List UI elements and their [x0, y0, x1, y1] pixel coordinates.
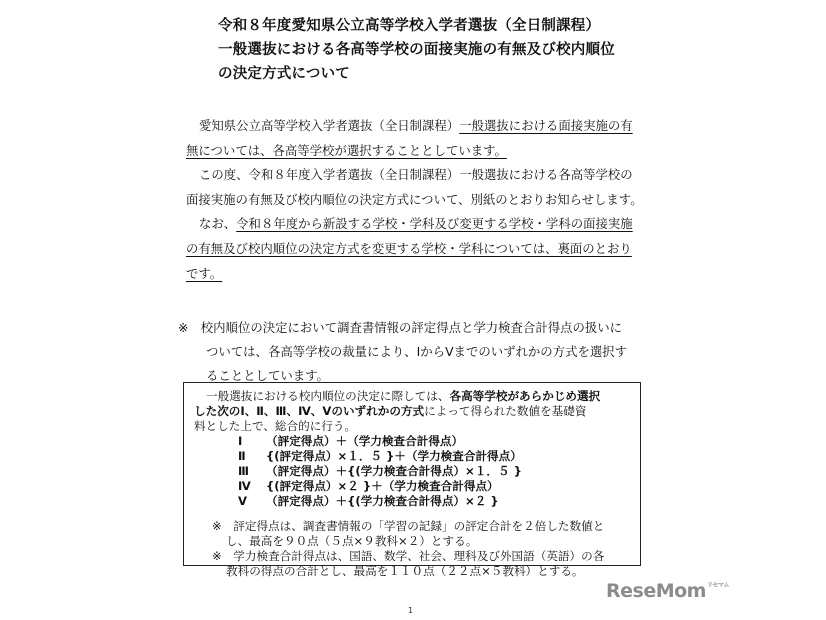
paragraph-3-underlined-cont: の有無及び校内順位の決定方式を変更する学校・学科については、裏面のとおり	[186, 240, 632, 256]
box-lead-line-3: 料とした上で、総合的に行う。	[194, 419, 357, 433]
paragraph-3-line-3	[186, 262, 646, 287]
box-lead-bold-cont: した次のⅠ、Ⅱ、Ⅲ、Ⅳ、Ⅴのいずれかの方式	[194, 404, 425, 418]
box-note-1-line-2: し、最高を９０点（５点×９教科×２）とする。	[226, 534, 478, 548]
logo-text-rese: Rese	[606, 580, 656, 602]
paragraph-1-underlined: 一般選抜における面接実施の有	[459, 118, 633, 133]
resemom-logo	[606, 580, 729, 602]
box-notes	[194, 519, 630, 579]
formula-row	[238, 494, 630, 509]
note-line-1: ※ 校内順位の決定において調査書情報の評定得点と学力検査合計得点の扱いに	[178, 320, 623, 335]
box-lead-line-1	[194, 389, 630, 404]
box-lead-bold: 各高等学校があらかじめ選択	[449, 389, 601, 403]
formula-text: （評定得点）＋{(学力検査合計得点）×１．５ }	[266, 464, 522, 478]
formula-text: {(評定得点）×１．５ }＋（学力検査合計得点）	[266, 449, 522, 463]
logo-text-mom: Mom	[655, 580, 706, 602]
paragraph-3-underlined: 令和８年度から新設する学校・学科及び変更する学校・学科の面接実施	[236, 216, 633, 232]
title-line-3: の決定方式について	[218, 66, 351, 82]
box-lead-line-2	[194, 404, 630, 419]
formula-row	[238, 449, 630, 464]
formula-text: （評定得点）＋（学力検査合計得点）	[266, 434, 464, 448]
paragraph-2-line-2: 面接実施の有無及び校内順位の決定方式について、別紙のとおりお知らせします。	[186, 191, 643, 207]
formula-number: Ⅳ	[238, 479, 251, 493]
note-line-2: ついては、各高等学校の裁量により、ⅠからⅤまでのいずれかの方式を選択す	[206, 344, 628, 359]
paragraph-1-line-2	[186, 139, 646, 164]
paragraph-2-line-1: この度、令和８年度入学者選抜（全日制課程）一般選抜における各高等学校の	[199, 167, 633, 183]
box-note-1-line-1: ※ 評定得点は、調査書情報の「学習の記録」の評定合計を２倍した数値と	[212, 519, 605, 533]
paragraph-3-underlined-end: です。	[186, 265, 223, 281]
paragraph-1-text: 愛知県公立高等学校入学者選抜（全日制課程）	[199, 118, 460, 133]
box-lead-text: 一般選抜における校内順位の決定に際しては、	[206, 389, 450, 403]
formula-number: Ⅰ	[238, 434, 243, 448]
formula-number: Ⅴ	[238, 494, 247, 508]
selection-note	[178, 316, 648, 388]
box-lead-text-cont: によって得られた数値を基礎資	[424, 404, 587, 418]
title-line-2: 一般選抜における各高等学校の面接実施の有無及び校内順位	[218, 42, 615, 58]
paragraph-1-underlined-cont: 無については、各高等学校が選択することとしています。	[186, 142, 507, 158]
paragraph-1-line-1	[186, 114, 646, 139]
box-note-2-line-2: 教科の得点の合計とし、最高を１１０点（２２点×５教科）とする。	[226, 564, 584, 578]
formula-row	[238, 464, 630, 479]
document-body	[186, 114, 646, 286]
method-box	[183, 382, 641, 578]
formula-row	[238, 479, 630, 494]
paragraph-3-line-1	[186, 212, 646, 237]
document-title	[218, 14, 698, 86]
box-note-2-line-1: ※ 学力検査合計得点は、国語、数学、社会、理科及び外国語（英語）の各	[212, 549, 605, 563]
logo-mark: リセマム	[706, 582, 729, 589]
formula-row	[238, 434, 630, 449]
paragraph-3-text: なお、	[199, 216, 237, 232]
formula-list	[194, 434, 630, 509]
formula-text: （評定得点）＋{(学力検査合計得点）×２ }	[266, 494, 499, 508]
formula-number: Ⅱ	[238, 449, 246, 463]
formula-number: Ⅲ	[238, 464, 249, 478]
title-line-1: 令和８年度愛知県公立高等学校入学者選抜（全日制課程）	[218, 18, 601, 34]
formula-text: {(評定得点）×２ }＋（学力検査合計得点）	[266, 479, 499, 493]
page-number: 1	[408, 606, 414, 615]
note-line-3: ることとしています。	[206, 368, 329, 383]
paragraph-3-line-2	[186, 237, 646, 262]
